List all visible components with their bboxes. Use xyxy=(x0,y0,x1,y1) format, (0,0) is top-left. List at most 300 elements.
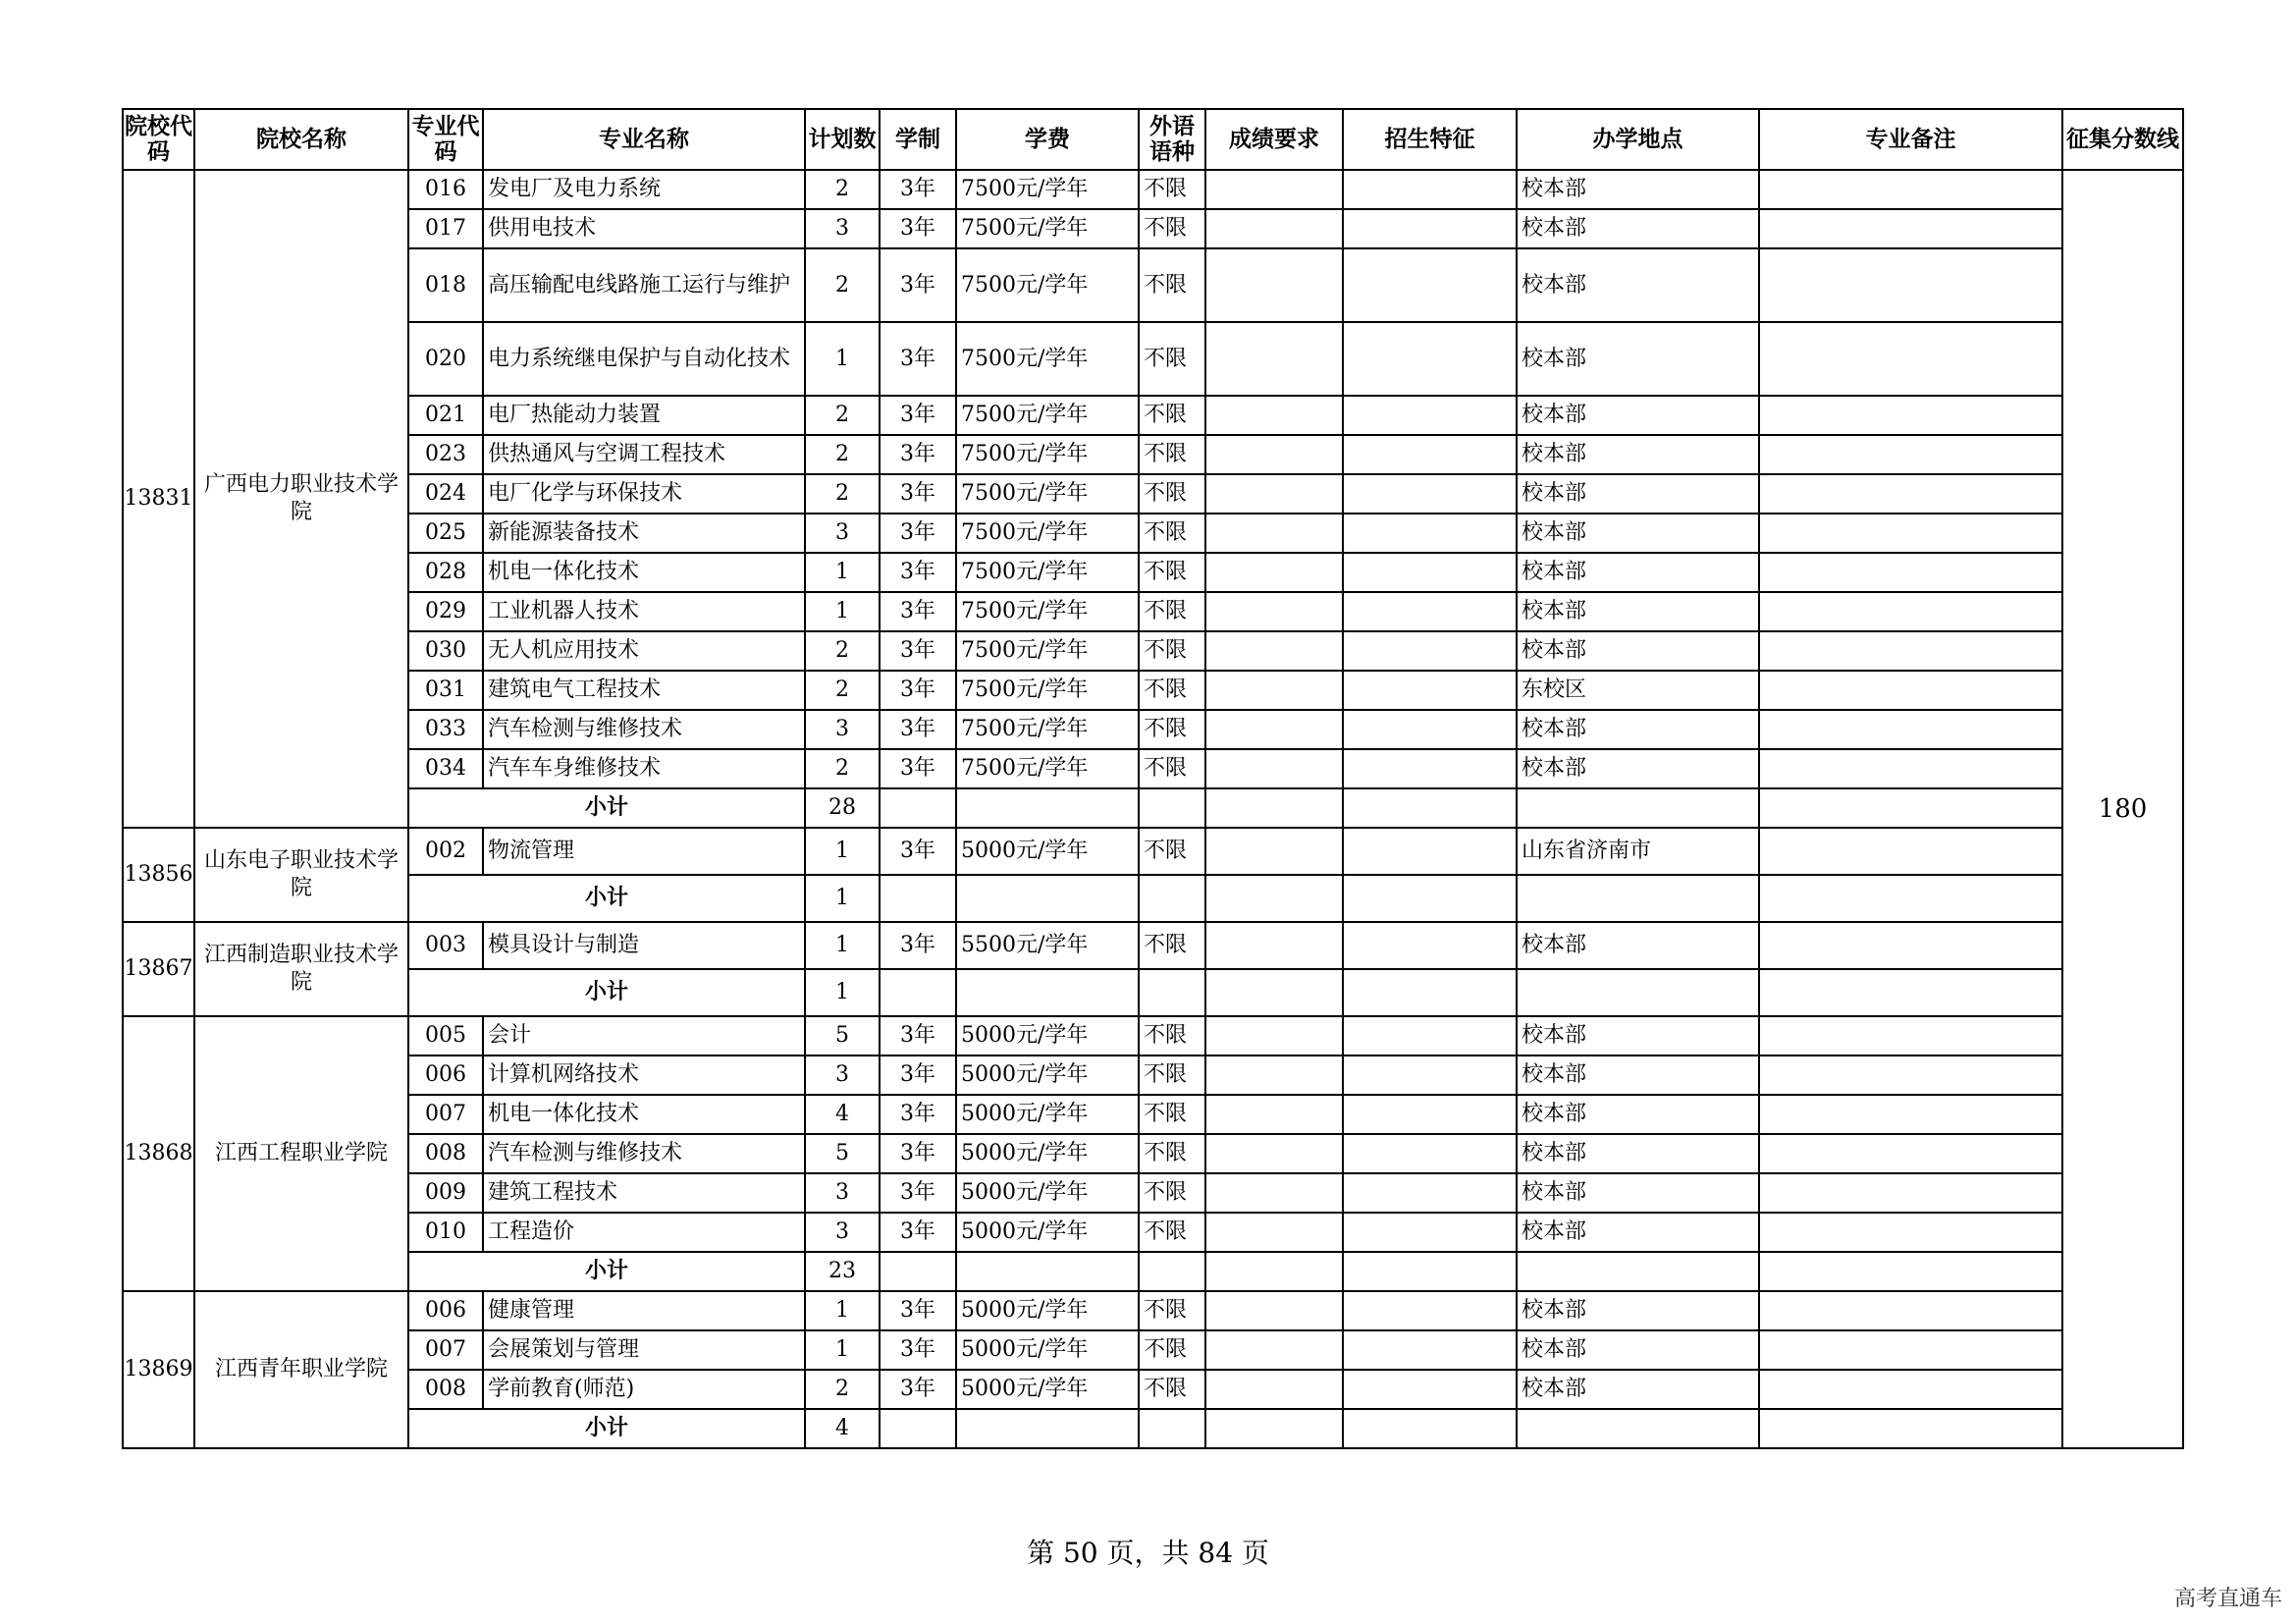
remark-cell xyxy=(1759,1291,2062,1330)
remark-cell xyxy=(1759,209,2062,248)
tuition-cell: 7500元/学年 xyxy=(956,396,1139,435)
feature-cell xyxy=(1343,922,1517,969)
years-cell: 3年 xyxy=(880,1095,956,1134)
location-cell: 校本部 xyxy=(1517,922,1759,969)
remark-cell xyxy=(1759,553,2062,592)
feature-cell xyxy=(1343,592,1517,631)
subtotal-empty-cell xyxy=(1759,1409,2062,1448)
watermark: 高考直通车 xyxy=(2173,1587,2282,1611)
subtotal-empty-cell xyxy=(1205,1409,1343,1448)
feature-cell xyxy=(1343,1056,1517,1095)
feature-cell xyxy=(1343,1173,1517,1213)
subtotal-empty-cell xyxy=(1517,1409,1759,1448)
table-row xyxy=(123,322,2183,396)
header-remark: 专业备注 xyxy=(1759,109,2062,170)
plan-cell: 2 xyxy=(805,474,880,514)
location-cell: 校本部 xyxy=(1517,710,1759,749)
feature-cell xyxy=(1343,749,1517,788)
subtotal-empty-cell xyxy=(956,1409,1139,1448)
table-row xyxy=(123,435,2183,474)
major-code-cell: 006 xyxy=(408,1056,483,1095)
score-req-cell xyxy=(1205,322,1343,396)
major-name-cell: 工程造价 xyxy=(483,1213,805,1252)
remark-cell xyxy=(1759,592,2062,631)
years-cell: 3年 xyxy=(880,248,956,322)
subtotal-label: 小计 xyxy=(408,969,805,1016)
table-row xyxy=(123,1173,2183,1213)
location-cell: 校本部 xyxy=(1517,209,1759,248)
table-row xyxy=(123,396,2183,435)
score-req-cell xyxy=(1205,1056,1343,1095)
language-cell: 不限 xyxy=(1139,631,1205,671)
major-name-cell: 机电一体化技术 xyxy=(483,1095,805,1134)
feature-cell xyxy=(1343,514,1517,553)
subtotal-empty-cell xyxy=(1759,969,2062,1016)
score-req-cell xyxy=(1205,248,1343,322)
subtotal-empty-cell xyxy=(1343,1409,1517,1448)
subtotal-empty-cell xyxy=(1343,788,1517,828)
major-name-cell: 健康管理 xyxy=(483,1291,805,1330)
subtotal-empty-cell xyxy=(956,875,1139,922)
tuition-cell: 5000元/学年 xyxy=(956,828,1139,875)
major-name-cell: 物流管理 xyxy=(483,828,805,875)
plan-cell: 3 xyxy=(805,1173,880,1213)
page-footer: 第 50 页，共 84 页 xyxy=(1027,1537,1269,1569)
table-row xyxy=(123,1370,2183,1409)
years-cell: 3年 xyxy=(880,1330,956,1370)
subtotal-empty-cell xyxy=(1139,788,1205,828)
major-code-cell: 016 xyxy=(408,170,483,209)
school-code-cell: 13867 xyxy=(123,922,194,1016)
major-name-cell: 工业机器人技术 xyxy=(483,592,805,631)
years-cell: 3年 xyxy=(880,1213,956,1252)
language-cell: 不限 xyxy=(1139,248,1205,322)
table-row xyxy=(123,749,2183,788)
score-req-cell xyxy=(1205,553,1343,592)
major-code-cell: 028 xyxy=(408,553,483,592)
score-req-cell xyxy=(1205,1134,1343,1173)
years-cell: 3年 xyxy=(880,514,956,553)
feature-cell xyxy=(1343,710,1517,749)
feature-cell xyxy=(1343,671,1517,710)
score-req-cell xyxy=(1205,170,1343,209)
location-cell: 校本部 xyxy=(1517,474,1759,514)
plan-cell: 2 xyxy=(805,631,880,671)
remark-cell xyxy=(1759,435,2062,474)
score-req-cell xyxy=(1205,1291,1343,1330)
major-code-cell: 033 xyxy=(408,710,483,749)
plan-cell: 1 xyxy=(805,322,880,396)
remark-cell xyxy=(1759,671,2062,710)
table-row xyxy=(123,1016,2183,1056)
language-cell: 不限 xyxy=(1139,922,1205,969)
years-cell: 3年 xyxy=(880,1134,956,1173)
tuition-cell: 7500元/学年 xyxy=(956,592,1139,631)
subtotal-empty-cell xyxy=(956,788,1139,828)
plan-cell: 3 xyxy=(805,710,880,749)
score-req-cell xyxy=(1205,396,1343,435)
subtotal-empty-cell xyxy=(880,969,956,1016)
major-code-cell: 008 xyxy=(408,1134,483,1173)
major-name-cell: 高压输配电线路施工运行与维护 xyxy=(483,248,805,322)
major-name-cell: 发电厂及电力系统 xyxy=(483,170,805,209)
subtotal-label: 小计 xyxy=(408,1409,805,1448)
feature-cell xyxy=(1343,553,1517,592)
score-req-cell xyxy=(1205,514,1343,553)
school-name-cell: 江西制造职业技术学院 xyxy=(194,922,408,1016)
subtotal-empty-cell xyxy=(1139,875,1205,922)
header-school-name: 院校名称 xyxy=(194,109,408,170)
school-name-cell: 广西电力职业技术学院 xyxy=(194,170,408,828)
cutoff-cell: 180 xyxy=(2062,170,2183,1448)
tuition-cell: 5500元/学年 xyxy=(956,922,1139,969)
feature-cell xyxy=(1343,631,1517,671)
tuition-cell: 7500元/学年 xyxy=(956,749,1139,788)
table-row xyxy=(123,671,2183,710)
years-cell: 3年 xyxy=(880,1173,956,1213)
score-req-cell xyxy=(1205,1330,1343,1370)
years-cell: 3年 xyxy=(880,1016,956,1056)
language-cell: 不限 xyxy=(1139,170,1205,209)
location-cell: 校本部 xyxy=(1517,170,1759,209)
remark-cell xyxy=(1759,710,2062,749)
years-cell: 3年 xyxy=(880,322,956,396)
table-row xyxy=(123,710,2183,749)
language-cell: 不限 xyxy=(1139,474,1205,514)
major-code-cell: 008 xyxy=(408,1370,483,1409)
location-cell: 山东省济南市 xyxy=(1517,828,1759,875)
school-code-cell: 13869 xyxy=(123,1291,194,1448)
subtotal-empty-cell xyxy=(1205,969,1343,1016)
tuition-cell: 5000元/学年 xyxy=(956,1134,1139,1173)
remark-cell xyxy=(1759,922,2062,969)
score-req-cell xyxy=(1205,1213,1343,1252)
header-plan: 计划数 xyxy=(805,109,880,170)
location-cell: 校本部 xyxy=(1517,1056,1759,1095)
subtotal-label: 小计 xyxy=(408,788,805,828)
subtotal-empty-cell xyxy=(1343,875,1517,922)
major-name-cell: 电厂热能动力装置 xyxy=(483,396,805,435)
feature-cell xyxy=(1343,248,1517,322)
feature-cell xyxy=(1343,1134,1517,1173)
plan-cell: 1 xyxy=(805,1330,880,1370)
plan-cell: 3 xyxy=(805,1056,880,1095)
language-cell: 不限 xyxy=(1139,1330,1205,1370)
header-row xyxy=(123,109,2183,170)
score-req-cell xyxy=(1205,631,1343,671)
school-name-cell: 江西青年职业学院 xyxy=(194,1291,408,1448)
major-name-cell: 会展策划与管理 xyxy=(483,1330,805,1370)
remark-cell xyxy=(1759,322,2062,396)
plan-cell: 3 xyxy=(805,209,880,248)
tuition-cell: 5000元/学年 xyxy=(956,1016,1139,1056)
years-cell: 3年 xyxy=(880,553,956,592)
table-row xyxy=(123,1095,2183,1134)
remark-cell xyxy=(1759,170,2062,209)
subtotal-empty-cell xyxy=(1139,1409,1205,1448)
tuition-cell: 7500元/学年 xyxy=(956,170,1139,209)
location-cell: 校本部 xyxy=(1517,1095,1759,1134)
header-school-code: 院校代码 xyxy=(123,109,194,170)
tuition-cell: 5000元/学年 xyxy=(956,1291,1139,1330)
language-cell: 不限 xyxy=(1139,514,1205,553)
major-code-cell: 034 xyxy=(408,749,483,788)
remark-cell xyxy=(1759,1213,2062,1252)
remark-cell xyxy=(1759,396,2062,435)
subtotal-empty-cell xyxy=(880,875,956,922)
major-code-cell: 007 xyxy=(408,1330,483,1370)
major-code-cell: 030 xyxy=(408,631,483,671)
feature-cell xyxy=(1343,170,1517,209)
major-name-cell: 无人机应用技术 xyxy=(483,631,805,671)
plan-cell: 1 xyxy=(805,1291,880,1330)
table-row xyxy=(123,209,2183,248)
header-feature: 招生特征 xyxy=(1343,109,1517,170)
tuition-cell: 7500元/学年 xyxy=(956,435,1139,474)
location-cell: 校本部 xyxy=(1517,322,1759,396)
subtotal-empty-cell xyxy=(1205,1252,1343,1291)
school-name-cell: 山东电子职业技术学院 xyxy=(194,828,408,922)
feature-cell xyxy=(1343,474,1517,514)
major-name-cell: 学前教育(师范) xyxy=(483,1370,805,1409)
subtotal-empty-cell xyxy=(1205,875,1343,922)
table-body xyxy=(123,170,2183,1448)
years-cell: 3年 xyxy=(880,1056,956,1095)
subtotal-empty-cell xyxy=(1139,969,1205,1016)
subtotal-empty-cell xyxy=(1343,1252,1517,1291)
major-name-cell: 机电一体化技术 xyxy=(483,553,805,592)
tuition-cell: 7500元/学年 xyxy=(956,671,1139,710)
subtotal-empty-cell xyxy=(956,969,1139,1016)
subtotal-value: 23 xyxy=(805,1252,880,1291)
major-code-cell: 017 xyxy=(408,209,483,248)
score-req-cell xyxy=(1205,710,1343,749)
plan-cell: 4 xyxy=(805,1095,880,1134)
subtotal-empty-cell xyxy=(880,1409,956,1448)
subtotal-row xyxy=(123,1252,2183,1291)
plan-cell: 1 xyxy=(805,828,880,875)
major-code-cell: 009 xyxy=(408,1173,483,1213)
score-req-cell xyxy=(1205,671,1343,710)
tuition-cell: 7500元/学年 xyxy=(956,514,1139,553)
location-cell: 校本部 xyxy=(1517,248,1759,322)
major-code-cell: 020 xyxy=(408,322,483,396)
feature-cell xyxy=(1343,1095,1517,1134)
major-name-cell: 汽车车身维修技术 xyxy=(483,749,805,788)
school-code-cell: 13831 xyxy=(123,170,194,828)
table-row xyxy=(123,1330,2183,1370)
language-cell: 不限 xyxy=(1139,1134,1205,1173)
table-row xyxy=(123,1291,2183,1330)
years-cell: 3年 xyxy=(880,671,956,710)
subtotal-value: 1 xyxy=(805,969,880,1016)
subtotal-empty-cell xyxy=(1517,969,1759,1016)
language-cell: 不限 xyxy=(1139,710,1205,749)
plan-cell: 2 xyxy=(805,170,880,209)
plan-cell: 1 xyxy=(805,922,880,969)
table-row xyxy=(123,248,2183,322)
location-cell: 校本部 xyxy=(1517,631,1759,671)
major-code-cell: 006 xyxy=(408,1291,483,1330)
years-cell: 3年 xyxy=(880,396,956,435)
remark-cell xyxy=(1759,474,2062,514)
header-major-name: 专业名称 xyxy=(483,109,805,170)
score-req-cell xyxy=(1205,1016,1343,1056)
years-cell: 3年 xyxy=(880,922,956,969)
score-req-cell xyxy=(1205,1095,1343,1134)
subtotal-empty-cell xyxy=(1759,788,2062,828)
years-cell: 3年 xyxy=(880,170,956,209)
tuition-cell: 5000元/学年 xyxy=(956,1330,1139,1370)
score-req-cell xyxy=(1205,435,1343,474)
location-cell: 校本部 xyxy=(1517,1016,1759,1056)
score-req-cell xyxy=(1205,209,1343,248)
remark-cell xyxy=(1759,1016,2062,1056)
plan-cell: 2 xyxy=(805,248,880,322)
location-cell: 东校区 xyxy=(1517,671,1759,710)
remark-cell xyxy=(1759,631,2062,671)
major-code-cell: 024 xyxy=(408,474,483,514)
major-code-cell: 002 xyxy=(408,828,483,875)
major-code-cell: 003 xyxy=(408,922,483,969)
tuition-cell: 7500元/学年 xyxy=(956,710,1139,749)
feature-cell xyxy=(1343,209,1517,248)
table-row xyxy=(123,592,2183,631)
score-req-cell xyxy=(1205,592,1343,631)
location-cell: 校本部 xyxy=(1517,396,1759,435)
admission-table xyxy=(122,108,2184,1449)
tuition-cell: 5000元/学年 xyxy=(956,1173,1139,1213)
score-req-cell xyxy=(1205,922,1343,969)
years-cell: 3年 xyxy=(880,710,956,749)
header-tuition: 学费 xyxy=(956,109,1139,170)
years-cell: 3年 xyxy=(880,828,956,875)
language-cell: 不限 xyxy=(1139,1213,1205,1252)
years-cell: 3年 xyxy=(880,592,956,631)
plan-cell: 3 xyxy=(805,1213,880,1252)
location-cell: 校本部 xyxy=(1517,1370,1759,1409)
major-code-cell: 029 xyxy=(408,592,483,631)
plan-cell: 2 xyxy=(805,435,880,474)
location-cell: 校本部 xyxy=(1517,1213,1759,1252)
tuition-cell: 7500元/学年 xyxy=(956,248,1139,322)
years-cell: 3年 xyxy=(880,474,956,514)
language-cell: 不限 xyxy=(1139,435,1205,474)
subtotal-empty-cell xyxy=(1517,875,1759,922)
major-code-cell: 021 xyxy=(408,396,483,435)
subtotal-row xyxy=(123,875,2183,922)
major-code-cell: 007 xyxy=(408,1095,483,1134)
tuition-cell: 5000元/学年 xyxy=(956,1095,1139,1134)
major-code-cell: 005 xyxy=(408,1016,483,1056)
major-name-cell: 建筑工程技术 xyxy=(483,1173,805,1213)
language-cell: 不限 xyxy=(1139,828,1205,875)
subtotal-empty-cell xyxy=(1139,1252,1205,1291)
major-name-cell: 供用电技术 xyxy=(483,209,805,248)
major-name-cell: 汽车检测与维修技术 xyxy=(483,1134,805,1173)
feature-cell xyxy=(1343,828,1517,875)
table-row xyxy=(123,474,2183,514)
tuition-cell: 7500元/学年 xyxy=(956,553,1139,592)
remark-cell xyxy=(1759,828,2062,875)
plan-cell: 1 xyxy=(805,592,880,631)
school-code-cell: 13868 xyxy=(123,1016,194,1291)
plan-cell: 2 xyxy=(805,396,880,435)
subtotal-label: 小计 xyxy=(408,1252,805,1291)
language-cell: 不限 xyxy=(1139,671,1205,710)
remark-cell xyxy=(1759,749,2062,788)
language-cell: 不限 xyxy=(1139,209,1205,248)
subtotal-row xyxy=(123,1409,2183,1448)
major-name-cell: 汽车检测与维修技术 xyxy=(483,710,805,749)
location-cell: 校本部 xyxy=(1517,1330,1759,1370)
school-code-cell: 13856 xyxy=(123,828,194,922)
remark-cell xyxy=(1759,1370,2062,1409)
years-cell: 3年 xyxy=(880,435,956,474)
major-name-cell: 新能源装备技术 xyxy=(483,514,805,553)
language-cell: 不限 xyxy=(1139,1095,1205,1134)
major-name-cell: 模具设计与制造 xyxy=(483,922,805,969)
subtotal-empty-cell xyxy=(1759,875,2062,922)
tuition-cell: 5000元/学年 xyxy=(956,1056,1139,1095)
remark-cell xyxy=(1759,1056,2062,1095)
major-name-cell: 供热通风与空调工程技术 xyxy=(483,435,805,474)
plan-cell: 2 xyxy=(805,749,880,788)
table-row xyxy=(123,1213,2183,1252)
language-cell: 不限 xyxy=(1139,1056,1205,1095)
feature-cell xyxy=(1343,1213,1517,1252)
language-cell: 不限 xyxy=(1139,1173,1205,1213)
major-code-cell: 023 xyxy=(408,435,483,474)
score-req-cell xyxy=(1205,828,1343,875)
header-major-code: 专业代码 xyxy=(408,109,483,170)
subtotal-empty-cell xyxy=(1759,1252,2062,1291)
header-cutoff: 征集分数线 xyxy=(2062,109,2183,170)
header-years: 学制 xyxy=(880,109,956,170)
plan-cell: 5 xyxy=(805,1134,880,1173)
plan-cell: 2 xyxy=(805,671,880,710)
school-name-cell: 江西工程职业学院 xyxy=(194,1016,408,1291)
header-language: 外语语种 xyxy=(1139,109,1205,170)
remark-cell xyxy=(1759,514,2062,553)
subtotal-empty-cell xyxy=(956,1252,1139,1291)
header-location: 办学地点 xyxy=(1517,109,1759,170)
subtotal-empty-cell xyxy=(1343,969,1517,1016)
major-code-cell: 010 xyxy=(408,1213,483,1252)
tuition-cell: 5000元/学年 xyxy=(956,1370,1139,1409)
plan-cell: 1 xyxy=(805,553,880,592)
tuition-cell: 7500元/学年 xyxy=(956,322,1139,396)
subtotal-empty-cell xyxy=(1205,788,1343,828)
remark-cell xyxy=(1759,1095,2062,1134)
subtotal-row xyxy=(123,969,2183,1016)
feature-cell xyxy=(1343,435,1517,474)
feature-cell xyxy=(1343,1291,1517,1330)
major-name-cell: 计算机网络技术 xyxy=(483,1056,805,1095)
table-row xyxy=(123,631,2183,671)
location-cell: 校本部 xyxy=(1517,1173,1759,1213)
subtotal-label: 小计 xyxy=(408,875,805,922)
subtotal-value: 28 xyxy=(805,788,880,828)
plan-cell: 2 xyxy=(805,1370,880,1409)
major-name-cell: 建筑电气工程技术 xyxy=(483,671,805,710)
subtotal-value: 1 xyxy=(805,875,880,922)
subtotal-row xyxy=(123,788,2183,828)
tuition-cell: 5000元/学年 xyxy=(956,1213,1139,1252)
subtotal-empty-cell xyxy=(1517,1252,1759,1291)
remark-cell xyxy=(1759,1330,2062,1370)
subtotal-value: 4 xyxy=(805,1409,880,1448)
